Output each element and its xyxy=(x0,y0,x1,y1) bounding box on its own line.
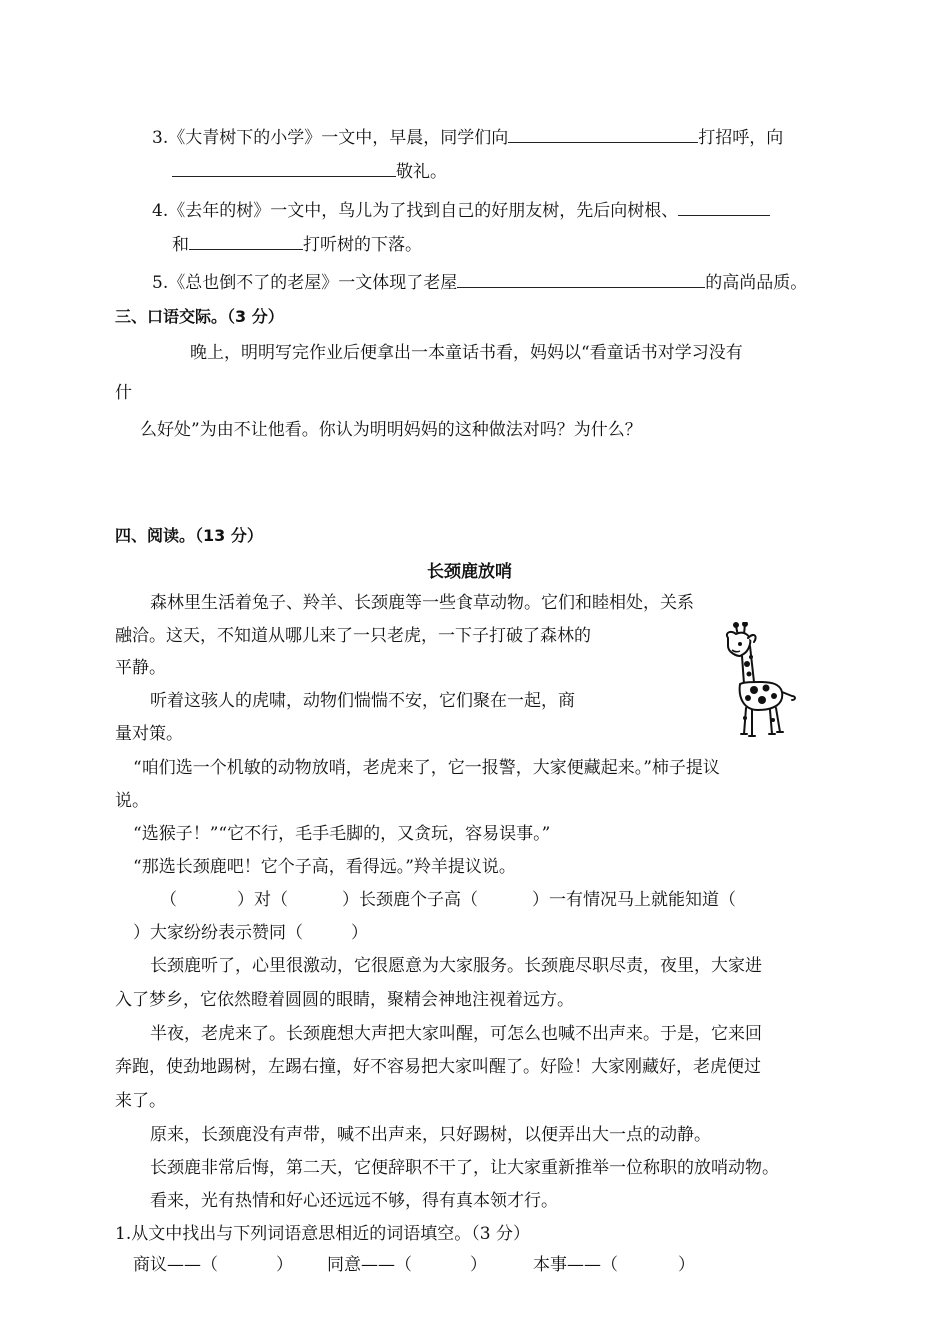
paragraph-2-line-1: 听着这骇人的虎啸，动物们惴惴不安，它们聚在一起，商 xyxy=(150,691,575,711)
fill-text-5: ） xyxy=(351,923,368,943)
synonym-label: 商议——（ xyxy=(133,1255,218,1275)
answer-blank[interactable] xyxy=(678,197,770,216)
question-4-line-1 xyxy=(152,197,770,223)
fill-text-1: ）对（ xyxy=(237,890,288,910)
question-3-line-1 xyxy=(152,124,783,150)
punctuation-fill-line-1 xyxy=(160,888,736,912)
question-4-text-b: 和 xyxy=(172,235,189,255)
paragraph-7-line-1: 半夜，老虎来了。长颈鹿想大声把大家叫醒，可怎么也喊不出声来。于是，它来回 xyxy=(150,1024,762,1044)
paragraph-8: 原来，长颈鹿没有声带，喊不出声来，只好踢树，以便弄出大一点的动静。 xyxy=(150,1125,711,1145)
answer-blank[interactable] xyxy=(189,231,303,250)
fill-text-2: ）长颈鹿个子高（ xyxy=(342,890,478,910)
question-3-text-a: 3.《大青树下的小学》一文中，早晨，同学们向 xyxy=(152,128,509,148)
paren-close: ） xyxy=(470,1255,487,1275)
paragraph-5: “那选长颈鹿吧！它个子高，看得远。”羚羊提议说。 xyxy=(133,857,516,877)
paragraph-1-line-3: 平静。 xyxy=(115,658,166,678)
punctuation-fill-line-2 xyxy=(115,921,368,945)
fill-text-3: ）一有情况马上就能知道（ xyxy=(532,890,736,910)
paragraph-3-line-1: “咱们选一个机敏的动物放哨，老虎来了，它一报警，大家便藏起来。”柿子提议 xyxy=(133,758,720,778)
paren-close: ） xyxy=(276,1255,293,1275)
question-3-text-c: 敬礼。 xyxy=(396,162,447,182)
fill-text-4: ）大家纷纷表示赞同（ xyxy=(133,923,303,943)
paragraph-7-line-2: 奔跑，使劲地踢树，左踢右撞，好不容易把大家叫醒了。好险！大家刚藏好，老虎便过 xyxy=(115,1057,761,1077)
question-4-text-a: 4.《去年的树》一文中，鸟儿为了找到自己的好朋友树，先后向树根、 xyxy=(152,201,679,221)
section-3-line-3: 么好处”为由不让他看。你认为明明妈妈的这种做法对吗？为什么？ xyxy=(140,420,642,440)
paragraph-2-line-2: 量对策。 xyxy=(115,724,183,744)
question-5-text-b: 的高尚品质。 xyxy=(705,273,808,293)
paren-open: （ xyxy=(160,890,177,910)
answer-blank[interactable] xyxy=(457,269,705,288)
synonym-label: 同意——（ xyxy=(327,1255,412,1275)
paragraph-1-line-2: 融洽。这天，不知道从哪儿来了一只老虎，一下子打破了森林的 xyxy=(115,626,591,646)
giraffe-illustration xyxy=(718,622,798,744)
question-5-text-a: 5.《总也倒不了的老屋》一文体现了老屋 xyxy=(152,273,458,293)
synonym-row xyxy=(133,1253,695,1277)
question-4-line-2 xyxy=(172,231,422,257)
question-5-line xyxy=(152,269,807,295)
answer-blank[interactable] xyxy=(172,158,396,177)
section-3-heading: 三、口语交际。（3 分） xyxy=(115,307,284,326)
paren-close: ） xyxy=(678,1255,695,1275)
section-3-line-2: 什 xyxy=(115,383,132,403)
paragraph-6-line-2: 入了梦乡，它依然瞪着圆圆的眼睛，聚精会神地注视着远方。 xyxy=(115,990,574,1010)
question-3-text-b: 打招呼，向 xyxy=(698,128,784,148)
synonym-item xyxy=(327,1255,487,1275)
question-3-line-2 xyxy=(172,158,447,184)
paragraph-6-line-1: 长颈鹿听了，心里很激动，它很愿意为大家服务。长颈鹿尽职尽责，夜里，大家进 xyxy=(150,956,762,976)
synonym-label: 本事——（ xyxy=(533,1255,618,1275)
paragraph-1-line-1: 森林里生活着兔子、羚羊、长颈鹿等一些食草动物。它们和睦相处，关系 xyxy=(150,593,694,613)
answer-blank[interactable] xyxy=(508,124,698,143)
story-title: 长颈鹿放哨 xyxy=(427,562,512,582)
paragraph-7-line-3: 来了。 xyxy=(115,1091,166,1111)
reading-question-1: 1.从文中找出与下列词语意思相近的词语填空。（3 分） xyxy=(115,1224,530,1244)
section-4-heading: 四、阅读。（13 分） xyxy=(115,526,263,545)
paragraph-10: 看来，光有热情和好心还远远不够，得有真本领才行。 xyxy=(150,1191,558,1211)
synonym-item xyxy=(133,1255,293,1275)
paragraph-3-line-2: 说。 xyxy=(115,791,149,811)
question-4-text-c: 打听树的下落。 xyxy=(303,235,422,255)
paragraph-4: “选猴子！”“它不行，毛手毛脚的，又贪玩，容易误事。” xyxy=(133,824,551,844)
paragraph-9: 长颈鹿非常后悔，第二天，它便辞职不干了，让大家重新推举一位称职的放哨动物。 xyxy=(150,1158,779,1178)
synonym-item xyxy=(533,1255,695,1275)
section-3-line-1: 晚上，明明写完作业后便拿出一本童话书看，妈妈以“看童话书对学习没有 xyxy=(190,343,743,363)
